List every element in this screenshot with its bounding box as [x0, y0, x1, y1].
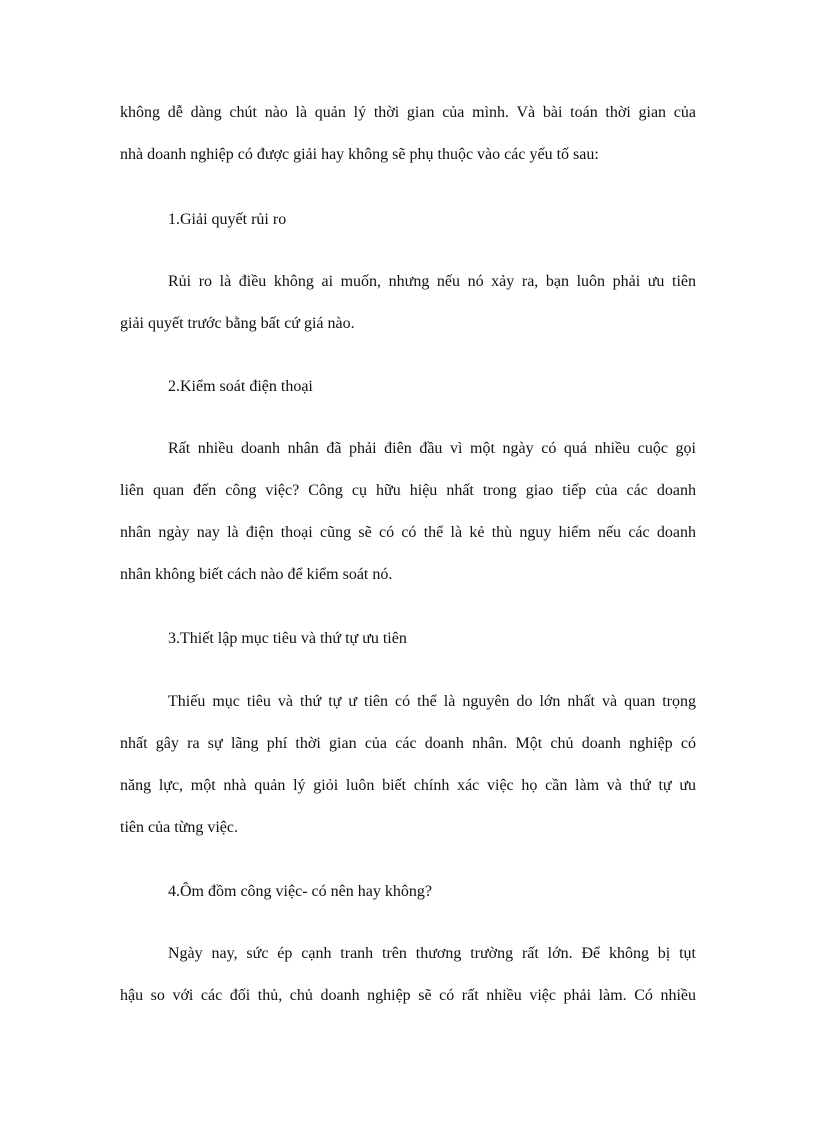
text-line: Rủi ro là điều không ai muốn, nhưng nếu nó xảy ra, bạn luôn phải ưu tiên [168, 273, 696, 290]
section-heading-2: 2.Kiểm soát điện thoại [168, 378, 313, 395]
section-heading-3: 3.Thiết lập mục tiêu và thứ tự ưu tiên [168, 630, 407, 647]
text-line: năng lực, một nhà quản lý giỏi luôn biết chính xác việc họ cần làm và thứ tự ưu [120, 777, 696, 794]
section-heading-1: 1.Giải quyết rủi ro [168, 211, 287, 228]
paragraph-3 [120, 681, 696, 849]
text-line: nhà doanh nghiệp có được giải hay không sẽ phụ thuộc vào các yếu tố sau: [120, 146, 599, 163]
text-line: hậu so với các đối thủ, chủ doanh nghiệp sẽ có rất nhiều việc phải làm. Có nhiều [120, 987, 696, 1004]
paragraph-1 [120, 261, 696, 345]
paragraph-4 [120, 933, 696, 1017]
paragraph-2 [120, 428, 696, 596]
text-line: Thiếu mục tiêu và thứ tự ư tiên có thể là nguyên do lớn nhất và quan trọng [168, 693, 696, 710]
text-line: liên quan đến công việc? Công cụ hữu hiệu nhất trong giao tiếp của các doanh [120, 482, 696, 499]
text-line: giải quyết trước bằng bất cứ giá nào. [120, 315, 355, 332]
section-heading-4: 4.Ôm đồm công việc- có nên hay không? [168, 883, 432, 900]
intro-paragraph [120, 92, 696, 176]
text-line: nhân ngày nay là điện thoại cũng sẽ có có thể là kẻ thù nguy hiểm nếu các doanh [120, 524, 696, 541]
text-line: không dễ dàng chút nào là quản lý thời gian của mình. Và bài toán thời gian của [120, 104, 696, 121]
text-line: Ngày nay, sức ép cạnh tranh trên thương trường rất lớn. Để không bị tụt [168, 945, 696, 962]
text-line: Rất nhiều doanh nhân đã phải điên đầu vì một ngày có quá nhiều cuộc gọi [168, 440, 696, 457]
text-line: tiên của từng việc. [120, 819, 238, 836]
text-line: nhân không biết cách nào để kiểm soát nó. [120, 566, 393, 583]
text-line: nhất gây ra sự lãng phí thời gian của các doanh nhân. Một chủ doanh nghiệp có [120, 735, 696, 752]
